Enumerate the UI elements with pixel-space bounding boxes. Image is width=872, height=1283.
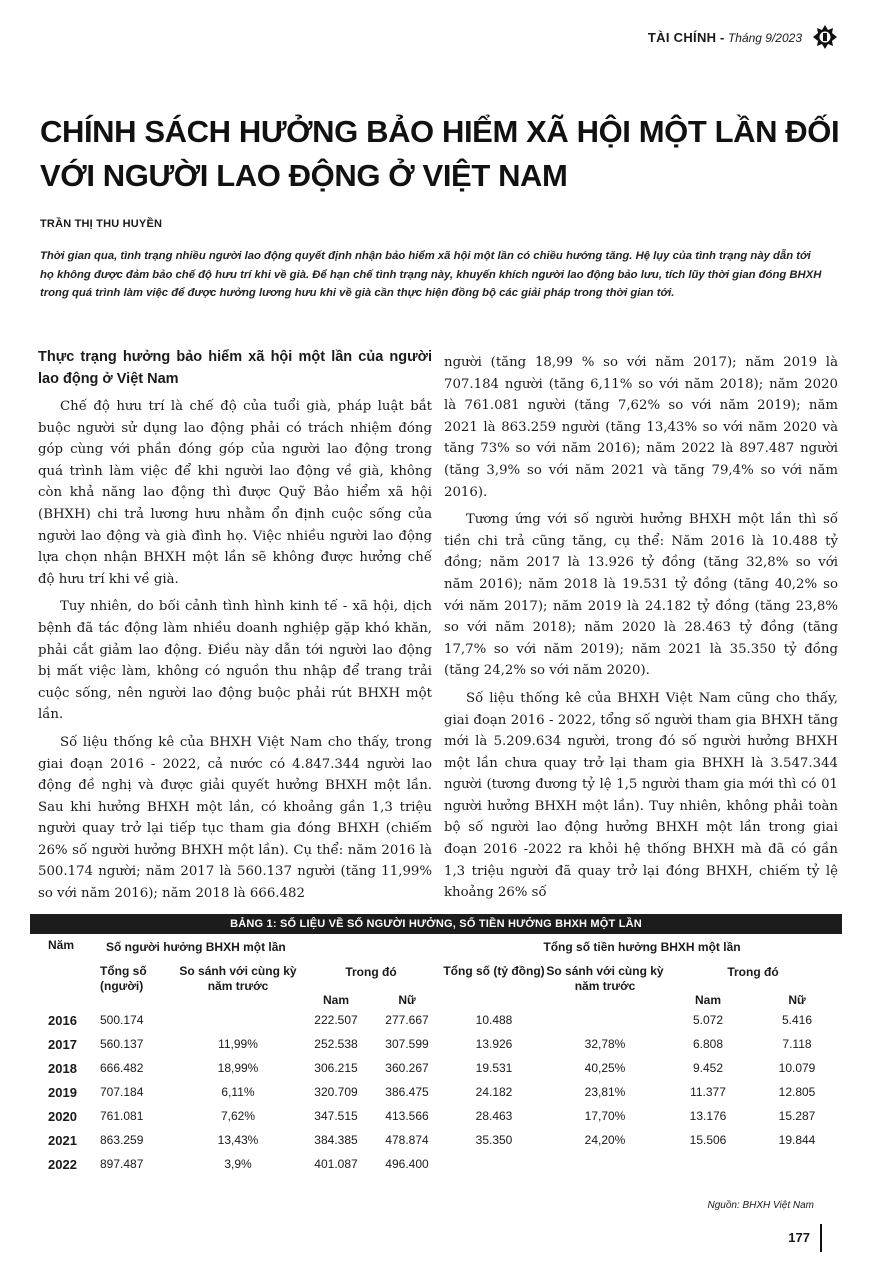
table-row xyxy=(30,1032,842,1056)
right-paragraph-3: Số liệu thống kê của BHXH Việt Nam cũng cho thấy, giai đoạn 2016 - 2022, tổng số người tham gia BHXH tăng mới là 5.209.634 người, trong đó số người hưởng BHXH một lần chưa quay trở lại tham gia BHXH là 3.547.344 người (tương đương tỷ lệ 1,5 người tham gia mới thì có 01 người hưởng BHXH một lần). Tuy nhiên, không phải toàn bộ số người lao động hưởng BHXH một lần trong giai đoạn 2016 -2022 ra khỏi hệ thống BHXH mà đã có gần 1,3 triệu người đã quay trở lại đóng BHXH, chiếm tỷ lệ khoảng 26% số xyxy=(444,690,838,901)
cell-year: 2021 xyxy=(48,1132,77,1148)
running-header xyxy=(648,22,838,52)
cell-money-female xyxy=(752,1152,842,1176)
cell-male: 347.515 xyxy=(314,1109,358,1123)
cell-male: 306.215 xyxy=(314,1061,358,1075)
left-paragraph-2: Tuy nhiên, do bối cảnh tình hình kinh tế - xã hội, dịch bệnh đã tác động làm nhiều doanh nghiệp gặp khó khăn, phải cắt giảm lao động. Điều này dẫn tới người lao động bị mất việc làm, không có nguồn thu nhập để trang trải cuộc sống, nên người lao động buộc phải rút BHXH một lần. xyxy=(38,599,432,723)
cell-year: 2020 xyxy=(48,1108,77,1124)
header-female-people: Nữ xyxy=(398,993,416,1007)
cell-money-compare: 17,70% xyxy=(584,1109,626,1123)
cell-compare: 11,99% xyxy=(218,1037,258,1051)
cell-money: 10.488 xyxy=(475,1013,513,1027)
cell-total: 666.482 xyxy=(100,1061,144,1075)
cell-male: 401.087 xyxy=(314,1157,358,1171)
header-male-money: Nam xyxy=(694,993,721,1007)
cell-year: 2018 xyxy=(48,1060,77,1076)
cell-money-male: 11.377 xyxy=(690,1085,726,1099)
cell-money-compare: 24,20% xyxy=(584,1133,626,1147)
magazine-logo-icon xyxy=(812,24,838,50)
cell-money-female: 7.118 xyxy=(782,1037,812,1051)
magazine-name: TÀI CHÍNH xyxy=(647,29,717,45)
cell-year: 2017 xyxy=(48,1036,77,1052)
left-paragraph-1: Chế độ hưu trí là chế độ của tuổi già, pháp luật bắt buộc người sử dụng lao động phải có trách nhiệm đóng góp cùng với phần đóng góp của người lao động trong quá trình làm việc để khi người lao động về già, không còn khả năng lao động thì được Quỹ Bảo hiểm xã hội (BHXH) chi trả lương hưu nhằm ổn định cuộc sống của người lao động và già đình họ. Việc nhiều người lao động lựa chọn nhận BHXH một lần sẽ không được hưởng chế độ hưu trí khi về già. xyxy=(38,399,432,587)
cell-male: 252.538 xyxy=(314,1037,358,1051)
cell-money: 24.182 xyxy=(475,1085,513,1099)
table-row xyxy=(30,1008,842,1032)
article-abstract: Thời gian qua, tình trạng nhiều người lao động quyết định nhận bảo hiểm xã hội một lần có chiều hướng tăng. Hệ lụy của tình trạng này dẫn tới họ không được đảm bảo chế độ hưu trí khi về già. Để hạn chế tình trạng này, khuyến khích người lao động bảo lưu, tích lũy thời gian đóng BHXH trong quá trình làm việc để được hưởng lương hưu khi về già cần thực hiện đồng bộ các giải pháp trong thời gian tới. xyxy=(40,250,822,300)
table-row xyxy=(30,1104,842,1128)
cell-female: 496.400 xyxy=(385,1157,429,1171)
left-paragraph-3: Số liệu thống kê của BHXH Việt Nam cho thấy, trong giai đoạn 2016 - 2022, cả nước có 4.847.344 người lao động đề nghị và được giải quyết hưởng BHXH một lần. Sau khi hưởng BHXH một lần, có khoảng gần 1,3 triệu người quay trở lại tiếp tục tham gia đóng BHXH (chiếm 26% số người hưởng BHXH một lần). Cụ thể: năm 2016 là 500.174 người; năm 2017 là 560.137 người (tăng 11,99% so với năm 2016); năm 2018 là 666.482 xyxy=(38,734,432,902)
cell-money-male: 9.452 xyxy=(692,1061,724,1075)
page-number: 177 xyxy=(788,1230,810,1245)
cell-year: 2016 xyxy=(48,1012,77,1028)
cell-money-compare xyxy=(546,1008,664,1032)
header-compare-people: So sánh với cùng kỳ năm trước xyxy=(179,964,297,993)
cell-year: 2019 xyxy=(48,1084,77,1100)
cell-compare: 6,11% xyxy=(221,1085,255,1099)
cell-male: 384.385 xyxy=(314,1133,358,1147)
cell-female: 413.566 xyxy=(385,1109,429,1123)
cell-money-compare: 32,78% xyxy=(584,1037,626,1051)
cell-money-male: 13.176 xyxy=(689,1109,727,1123)
header-year: Năm xyxy=(48,938,75,952)
table-row xyxy=(30,1152,842,1176)
right-paragraph-1: người (tăng 18,99 % so với năm 2017); năm 2019 là 707.184 người (tăng 6,11% so với năm 2018); năm 2020 là 761.081 người (tăng 7,62% so với năm 2019); năm 2021 là 863.259 người (tăng 13,43% so với năm 2020 và tăng 73% so với năm 2016); năm 2022 là 897.487 người (tăng 3,9% so với năm 2021 và tăng 79,4% so với năm 2016). xyxy=(444,355,838,500)
cell-male: 222.507 xyxy=(314,1013,358,1027)
cell-female: 360.267 xyxy=(385,1061,429,1075)
statistics-table xyxy=(30,934,842,1176)
cell-money xyxy=(442,1152,546,1176)
cell-compare: 7,62% xyxy=(220,1109,256,1123)
cell-compare: 18,99% xyxy=(217,1061,259,1075)
header-breakdown-money: Trong đó xyxy=(727,965,779,979)
cell-total: 707.184 xyxy=(100,1085,144,1099)
cell-money-female: 12.805 xyxy=(778,1085,816,1099)
header-text xyxy=(648,30,802,45)
cell-money-compare xyxy=(546,1152,664,1176)
cell-money: 35.350 xyxy=(475,1133,513,1147)
cell-total: 500.174 xyxy=(100,1013,144,1027)
cell-total: 560.137 xyxy=(100,1037,144,1051)
table-row xyxy=(30,1080,842,1104)
cell-female: 307.599 xyxy=(385,1037,429,1051)
cell-money: 19.531 xyxy=(475,1061,513,1075)
cell-money-male: 15.506 xyxy=(689,1133,727,1147)
header-group-money: Tổng số tiền hưởng BHXH một lần xyxy=(543,939,741,954)
page-number-bar xyxy=(820,1224,822,1252)
cell-female: 277.667 xyxy=(385,1013,429,1027)
cell-money-female: 15.287 xyxy=(778,1109,816,1123)
cell-female: 478.874 xyxy=(385,1133,429,1147)
section-heading: Thực trạng hưởng bảo hiểm xã hội một lần của người lao động ở Việt Nam xyxy=(38,349,432,387)
article-title: CHÍNH SÁCH HƯỞNG BẢO HIỂM XÃ HỘI MỘT LẦN ĐỐI VỚI NGƯỜI LAO ĐỘNG Ở VIỆT NAM xyxy=(40,114,840,193)
cell-money-female: 5.416 xyxy=(781,1013,813,1027)
cell-money-female: 10.079 xyxy=(778,1061,816,1075)
header-group-people: Số người hưởng BHXH một lần xyxy=(106,939,286,954)
header-total-people: Tổng số (người) xyxy=(100,964,147,993)
cell-male: 320.709 xyxy=(314,1085,358,1099)
cell-total: 863.259 xyxy=(100,1133,144,1147)
cell-total: 761.081 xyxy=(100,1109,144,1123)
cell-compare: 13,43% xyxy=(217,1133,259,1147)
header-compare-money: So sánh với cùng kỳ năm trước xyxy=(546,964,664,993)
header-male-people: Nam xyxy=(322,993,349,1007)
table-title: BẢNG 1: SỐ LIỆU VỀ SỐ NGƯỜI HƯỞNG, SỐ TIỀN HƯỞNG BHXH MỘT LẦN xyxy=(30,914,842,934)
cell-total: 897.487 xyxy=(100,1157,144,1171)
table-row xyxy=(30,1128,842,1152)
cell-compare xyxy=(176,1008,300,1032)
header-breakdown-people: Trong đó xyxy=(345,965,397,979)
cell-money-male: 5.072 xyxy=(692,1013,724,1027)
header-separator: - xyxy=(719,29,725,45)
right-paragraph-2: Tương ứng với số người hưởng BHXH một lần thì số tiền chi trả cũng tăng, cụ thể: Năm 2016 là 10.488 tỷ đồng; năm 2017 là 13.926 tỷ đồng (tăng 32,8% so với năm 2016); năm 2018 là 19.531 tỷ đồng (tăng 40,2% so với năm 2017); năm 2019 là 24.182 tỷ đồng (tăng 23,8% so với năm 2018); năm 2020 là 28.463 tỷ đồng (tăng 17,7% so với năm 2019); năm 2021 là 35.350 tỷ đồng (tăng 24,2% so với năm 2020). xyxy=(444,512,838,679)
cell-money-female: 19.844 xyxy=(778,1133,816,1147)
header-total-money: Tổng số (tỷ đồng) xyxy=(443,964,545,978)
cell-compare: 3,9% xyxy=(224,1157,252,1171)
table-row xyxy=(30,1056,842,1080)
cell-money-compare: 23,81% xyxy=(584,1085,626,1099)
left-column xyxy=(38,346,432,911)
cell-female: 386.475 xyxy=(385,1085,429,1099)
table-source: Nguồn: BHXH Việt Nam xyxy=(707,1200,814,1211)
cell-money: 28.463 xyxy=(475,1109,513,1123)
article-author: TRẦN THỊ THU HUYỀN xyxy=(40,218,163,230)
data-table-block xyxy=(30,914,842,1176)
issue-date: Tháng 9/2023 xyxy=(727,30,802,45)
cell-money-male xyxy=(664,1152,752,1176)
cell-money: 13.926 xyxy=(475,1037,513,1051)
cell-money-compare: 40,25% xyxy=(584,1061,626,1075)
right-column xyxy=(444,352,838,910)
cell-year: 2022 xyxy=(48,1156,77,1172)
cell-money-male: 6.808 xyxy=(692,1037,724,1051)
header-female-money: Nữ xyxy=(788,993,806,1007)
